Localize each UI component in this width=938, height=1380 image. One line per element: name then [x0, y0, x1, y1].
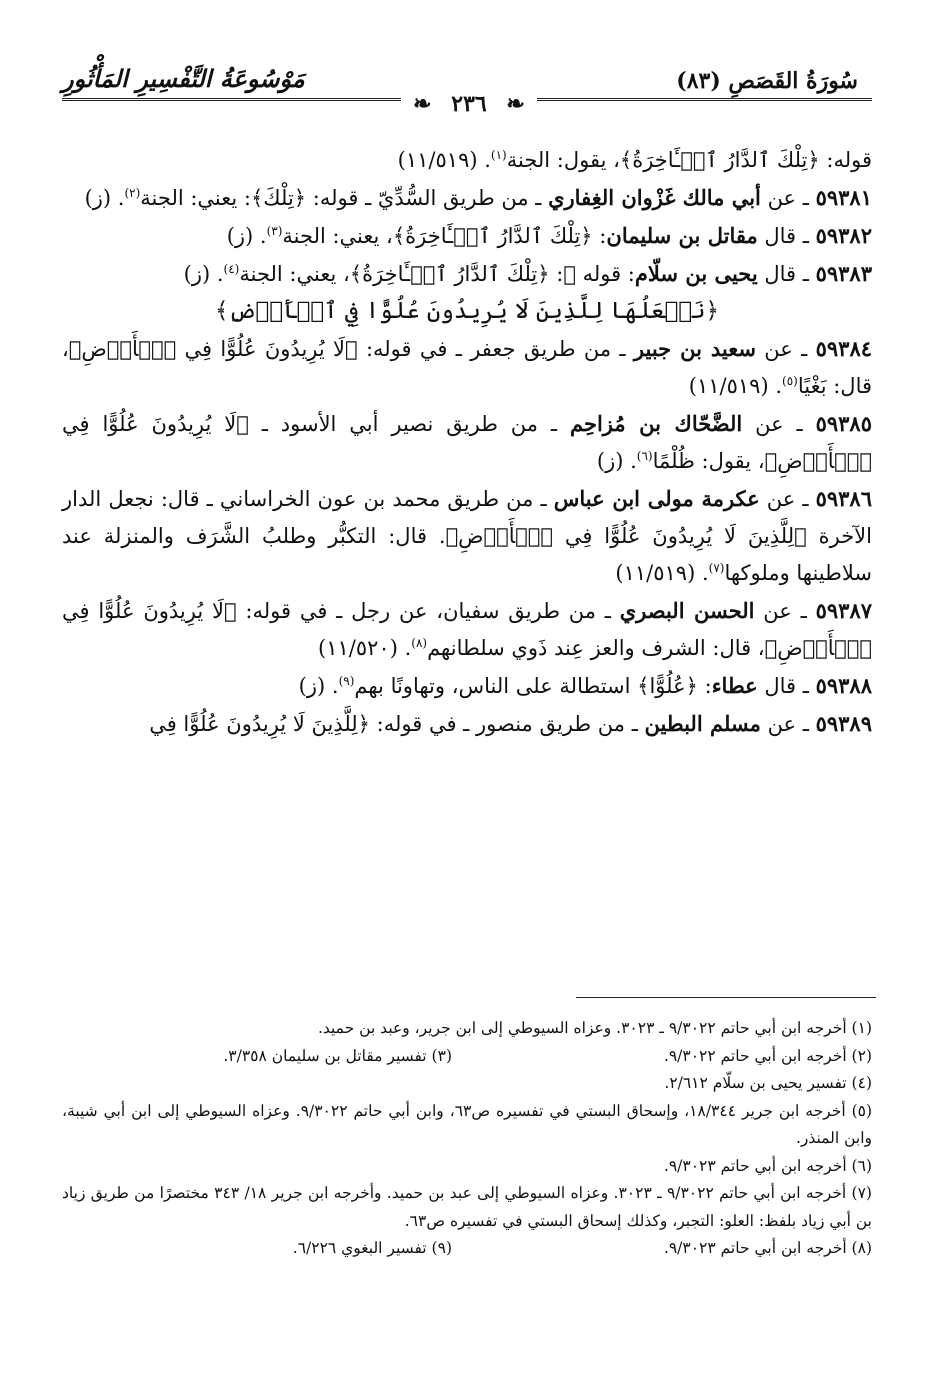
footnote: (٨) أخرجه ابن أبي حاتم ٩/٣٠٢٣. [663, 1239, 872, 1257]
narrator-name: سعيد بن جبير [633, 336, 756, 361]
quran-quote: ﴿لِلَّذِينَ لَا يُرِيدُونَ عُلُوًّا فِي [149, 712, 370, 736]
entry-number: ٥٩٣٨٢ [815, 223, 872, 248]
entry: ٥٩٣٨٣ ـ قال يحيى بن سلّام: قوله ﷻ: ﴿تِلْكَ ٱلدَّارُ ٱلۡـَٔاخِرَةُ﴾، يعني: الجنة$^{(٤)}$. (ز) [183, 261, 872, 286]
footnote: (٣) تفسير مقاتل بن سليمان ٣/٣٥٨. [223, 1046, 452, 1065]
footnote: (٧) أخرجه ابن أبي حاتم ٩/٣٠٢٢ ـ ٣٠٢٣. وعزاه السيوطي إلى عبد بن حميد. وأخرجه ابن جرير ١٨/ ٣٤٣ مختصرًا من طريق زياد بن أبي زياد بلفظ: العلو: التجبر، وكذلك إسحاق البستي في تفسيره ص٦٣. [62, 1184, 872, 1230]
quran-quote: ﴿تِلْكَ﴾ [251, 186, 307, 210]
narrator-name: مسلم البطين [644, 711, 761, 736]
footnote: (٦) أخرجه ابن أبي حاتم ٩/٣٠٢٣. [663, 1156, 872, 1175]
footnote-ref: (٨) [411, 636, 428, 650]
footnote-ref: (٣) [266, 224, 283, 238]
quran-quote: ﴿لَا يُرِيدُونَ عُلُوًّا فِي ٱلۡأَرۡضِ﴾ [68, 337, 358, 361]
ornament-icon: ❧ [500, 91, 530, 117]
entry-number: ٥٩٣٨٥ [815, 411, 872, 436]
entry: ٥٩٣٨٦ ـ عن عكرمة مولى ابن عباس ـ من طريق محمد بن عون الخراساني ـ قال: نجعل الدار الآخرة ﴿لِلَّذِينَ لَا يُرِيدُونَ عُلُوًّا فِي ٱلۡأَرۡضِ﴾. قال: التكبُّر وطلبُ الشَّرَف والمنزلة عند سلاطينها وملوكها$^{(٧)}$. (١١/٥١٩) [62, 486, 872, 585]
book-title: مَوْسُوعَةُ التَّفْسِيرِ المَأْثُورِ [62, 64, 305, 93]
footnote-ref: (٧) [708, 561, 725, 575]
surah-header: سُورَةُ القَصَصِ (٨٣) [676, 68, 858, 94]
quran-quote: ﴿تِلْكَ ٱلدَّارُ ٱلۡـَٔاخِرَةُ﴾ [619, 148, 820, 172]
footnote: (١) أخرجه ابن أبي حاتم ٩/٣٠٢٢ ـ ٣٠٢٣. وعزاه السيوطي إلى ابن جرير، وعبد بن حميد. [317, 1019, 872, 1037]
footnote-rule [576, 997, 876, 998]
entry-number: ٥٩٣٨٣ [815, 261, 872, 286]
footnote: (٩) تفسير البغوي ٦/٢٢٦. [292, 1239, 452, 1257]
narrator-name: عطاء [711, 673, 758, 698]
page-number: ٢٣٦ [445, 91, 492, 117]
entry: ٥٩٣٨١ ـ عن أبي مالك غَزْوان الغِفاري ـ من طريق السُّدِّيّ ـ قوله: ﴿تِلْكَ﴾: يعني: الجنة$^{(٢)}$. (ز) [84, 185, 872, 210]
entry-number: ٥٩٣٨٤ [815, 336, 873, 361]
entry: ٥٩٣٨٤ ـ عن سعيد بن جبير ـ من طريق جعفر ـ في قوله: ﴿لَا يُرِيدُونَ عُلُوًّا فِي ٱلۡأَرۡضِ﴾، قال: بَغْيًا$^{(٥)}$. (١١/٥١٩) [62, 336, 873, 398]
footnote: (٤) تفسير يحيى بن سلّام ٢/٦١٢. [664, 1074, 872, 1092]
narrator-name: مقاتل بن سليمان [606, 223, 758, 248]
narrator-name: عكرمة مولى ابن عباس [553, 486, 760, 511]
quran-quote: ﴿عُلُوًّا﴾ [637, 674, 698, 698]
page-number-block [0, 91, 938, 117]
intro-line: قوله: ﴿تِلْكَ ٱلدَّارُ ٱلۡـَٔاخِرَةُ﴾، يقول: الجنة$^{(١)}$. (١١/٥١٩) [397, 148, 872, 172]
quran-quote: ﴿تِلْكَ ٱلدَّارُ ٱلۡـَٔاخِرَةُ﴾ [349, 262, 550, 286]
entry: ٥٩٣٨٢ ـ قال مقاتل بن سليمان: ﴿تِلْكَ ٱلدَّارُ ٱلۡـَٔاخِرَةُ﴾، يعني: الجنة$^{(٣)}$. (ز) [226, 223, 872, 248]
quran-quote: ﴿لَا يُرِيدُونَ عُلُوًّا فِي ٱلۡأَرۡضِ﴾ [62, 599, 872, 660]
narrator-name: الضَّحّاك بن مُزاحِم [569, 411, 743, 436]
main-text [62, 142, 872, 743]
footnote-ref: (٦) [636, 449, 653, 463]
entry-number: ٥٩٣٨٩ [815, 711, 872, 736]
verse-heading: ﴿نَجۡعَلُهَا لِلَّذِينَ لَا يُرِيدُونَ عُلُوًّا فِي ٱلۡأَرۡضِ﴾ [214, 298, 720, 324]
entry: ٥٩٣٨٩ ـ عن مسلم البطين ـ من طريق منصور ـ في قوله: ﴿لِلَّذِينَ لَا يُرِيدُونَ عُلُوًّا فِي [149, 711, 872, 736]
entry-number: ٥٩٣٨٨ [815, 673, 872, 698]
footnote: (٥) أخرجه ابن جرير ١٨/٣٤٤، وإسحاق البستي في تفسيره ص٦٣، وابن أبي حاتم ٩/٣٠٢٢. وعزاه السيوطي إلى ابن أبي شيبة، وابن المنذر. [62, 1101, 873, 1147]
entry-number: ٥٩٣٨٦ [815, 486, 872, 511]
narrator-name: الحسن البصري [619, 598, 755, 623]
footnote: (٢) أخرجه ابن أبي حاتم ٩/٣٠٢٢. [663, 1046, 872, 1065]
footnote-ref: (٩) [338, 674, 355, 688]
footnote-ref: (١) [490, 148, 507, 162]
footnote-ref: (٥) [782, 374, 798, 388]
entry: ٥٩٣٨٧ ـ عن الحسن البصري ـ من طريق سفيان، عن رجل ـ في قوله: ﴿لَا يُرِيدُونَ عُلُوًّا فِي ٱلۡأَرۡضِ﴾، قال: الشرف والعز عِند ذَوي سلطانهم$^{(٨)}$. (١١/٥٢٠) [62, 598, 873, 660]
footnotes [62, 1015, 872, 1263]
footnote-ref: (٤) [223, 262, 240, 276]
narrator-name: يحيى بن سلّام [634, 261, 758, 286]
ornament-icon: ❧ [407, 91, 437, 117]
entry-number: ٥٩٣٨١ [815, 185, 872, 210]
quran-quote: ﴿لِلَّذِينَ لَا يُرِيدُونَ عُلُوًّا فِي ٱلۡأَرۡضِ﴾ [445, 524, 807, 548]
entry-number: ٥٩٣٨٧ [815, 598, 873, 623]
narrator-name: أبي مالك غَزْوان الغِفاري [548, 185, 761, 210]
quran-quote: ﴿لَا يُرِيدُونَ عُلُوًّا فِي ٱلۡأَرۡضِ﴾ [62, 412, 872, 473]
entry: ٥٩٣٨٥ ـ عن الضَّحّاك بن مُزاحِم ـ من طريق نصير أبي الأسود ـ ﴿لَا يُرِيدُونَ عُلُوًّا فِي ٱلۡأَرۡضِ﴾، يقول: ظُلْمًا$^{(٦)}$. (ز) [62, 411, 872, 473]
quran-quote: ﴿تِلْكَ ٱلدَّارُ ٱلۡـَٔاخِرَةُ﴾ [392, 224, 593, 248]
entry: ٥٩٣٨٨ ـ قال عطاء: ﴿عُلُوًّا﴾ استطالة على الناس، وتهاونًا بهم$^{(٩)}$. (ز) [298, 673, 872, 698]
footnote-ref: (٢) [124, 186, 141, 200]
